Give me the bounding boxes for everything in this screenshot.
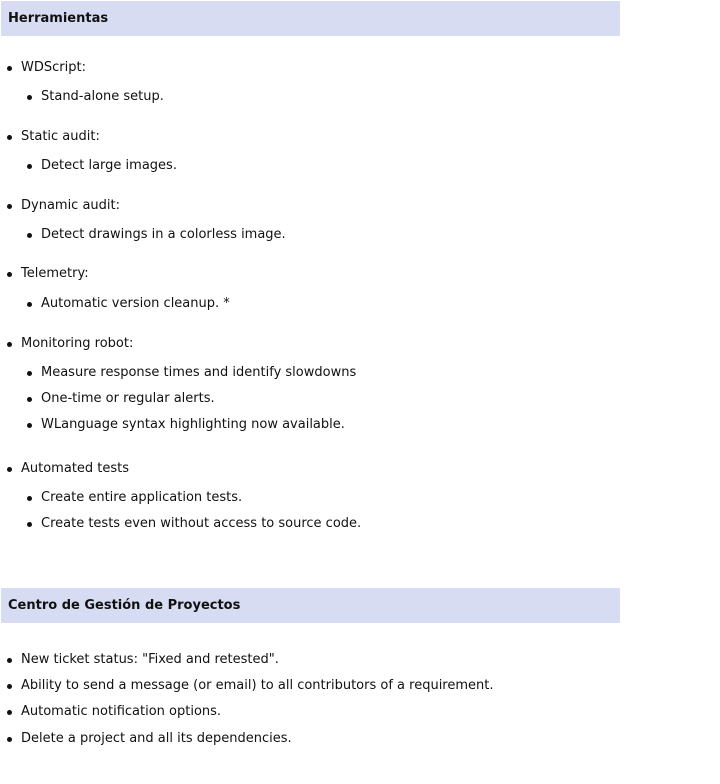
- list-subitem: Automatic version cleanup. *: [41, 296, 230, 311]
- list-subitem: Measure response times and identify slowdowns: [41, 365, 357, 380]
- list-subitem: WLanguage syntax highlighting now available.: [41, 417, 345, 432]
- list-item-monitoring-robot: Monitoring robot:: [21, 336, 134, 351]
- section-title: Herramientas: [8, 11, 109, 26]
- list-item-static-audit: Static audit:: [21, 129, 100, 144]
- list-subitem: Stand-alone setup.: [41, 89, 164, 104]
- section-header-herramientas: [1, 1, 620, 36]
- list-item-dynamic-audit: Dynamic audit:: [21, 198, 121, 213]
- list-subitem: One-time or regular alerts.: [41, 391, 215, 406]
- list-subitem: Create entire application tests.: [41, 490, 243, 505]
- list-subitem: Detect drawings in a colorless image.: [41, 227, 286, 242]
- section-title: Centro de Gestión de Proyectos: [8, 598, 241, 613]
- list-item-automated-tests: Automated tests: [21, 461, 130, 476]
- list-item-wdscript: WDScript:: [21, 60, 86, 75]
- list-item: Automatic notification options.: [21, 704, 222, 719]
- section-header-project-management: [1, 588, 620, 623]
- list-item: Delete a project and all its dependencies.: [21, 731, 292, 746]
- list-item: New ticket status: "Fixed and retested".: [21, 652, 279, 667]
- list-subitem: Detect large images.: [41, 158, 177, 173]
- list-item: Ability to send a message (or email) to all contributors of a requirement.: [21, 678, 494, 693]
- list-subitem: Create tests even without access to source code.: [41, 516, 362, 531]
- list-item-telemetry: Telemetry:: [21, 266, 89, 281]
